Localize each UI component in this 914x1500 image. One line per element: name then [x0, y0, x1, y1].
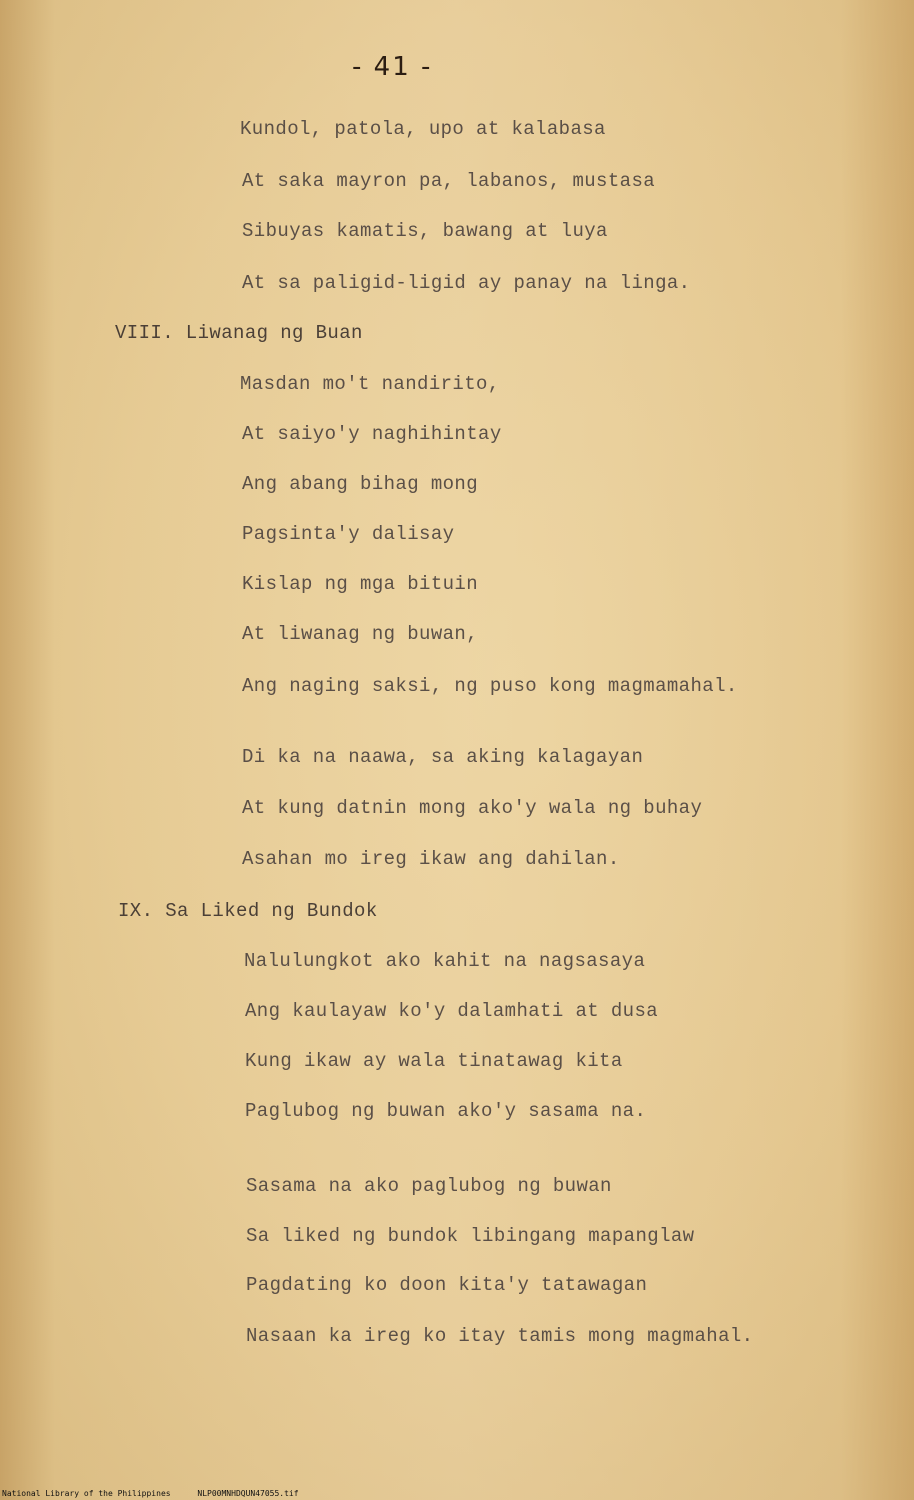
poem-line: Kundol, patola, upo at kalabasa	[240, 118, 606, 140]
poem-line: At liwanag ng buwan,	[242, 623, 479, 645]
poem-line: Paglubog ng buwan ako'y sasama na.	[245, 1100, 647, 1122]
poem-line: At sa paligid-ligid ay panay na linga.	[242, 272, 691, 294]
poem-line: Di ka na naawa, sa aking kalagayan	[242, 746, 644, 768]
poem-line: Sa liked ng bundok libingang mapanglaw	[246, 1225, 695, 1247]
poem-line: Masdan mo't nandirito,	[240, 373, 500, 395]
poem-line: At kung datnin mong ako'y wala ng buhay	[242, 797, 703, 819]
poem-line: Ang naging saksi, ng puso kong magmamahal.	[242, 675, 738, 697]
poem-line: Pagdating ko doon kita'y tatawagan	[246, 1274, 648, 1296]
poem-line: Ang abang bihag mong	[242, 473, 479, 495]
poem-line: Nasaan ka ireg ko itay tamis mong magmahal.	[246, 1325, 754, 1347]
poem-line: At saka mayron pa, labanos, mustasa	[242, 170, 656, 192]
page-number: - 41 -	[352, 52, 433, 82]
poem-line: Sasama na ako paglubog ng buwan	[246, 1175, 612, 1197]
poem-line: Kislap ng mga bituin	[242, 573, 479, 595]
section-heading-ix: IX. Sa Liked ng Bundok	[118, 900, 378, 922]
poem-line: Pagsinta'y dalisay	[242, 523, 455, 545]
section-heading-viii: VIII. Liwanag ng Buan	[115, 322, 363, 344]
scan-footer	[2, 1489, 299, 1498]
poem-line: Asahan mo ireg ikaw ang dahilan.	[242, 848, 620, 870]
poem-line: Nalulungkot ako kahit na nagsasaya	[244, 950, 646, 972]
poem-line: Sibuyas kamatis, bawang at luya	[242, 220, 608, 242]
poem-line: Kung ikaw ay wala tinatawag kita	[245, 1050, 623, 1072]
library-credit: National Library of the Philippines	[2, 1489, 171, 1498]
poem-line: At saiyo'y naghihintay	[242, 423, 502, 445]
file-name: NLP00MNHDQUN47055.tif	[197, 1489, 299, 1498]
poem-line: Ang kaulayaw ko'y dalamhati at dusa	[245, 1000, 659, 1022]
